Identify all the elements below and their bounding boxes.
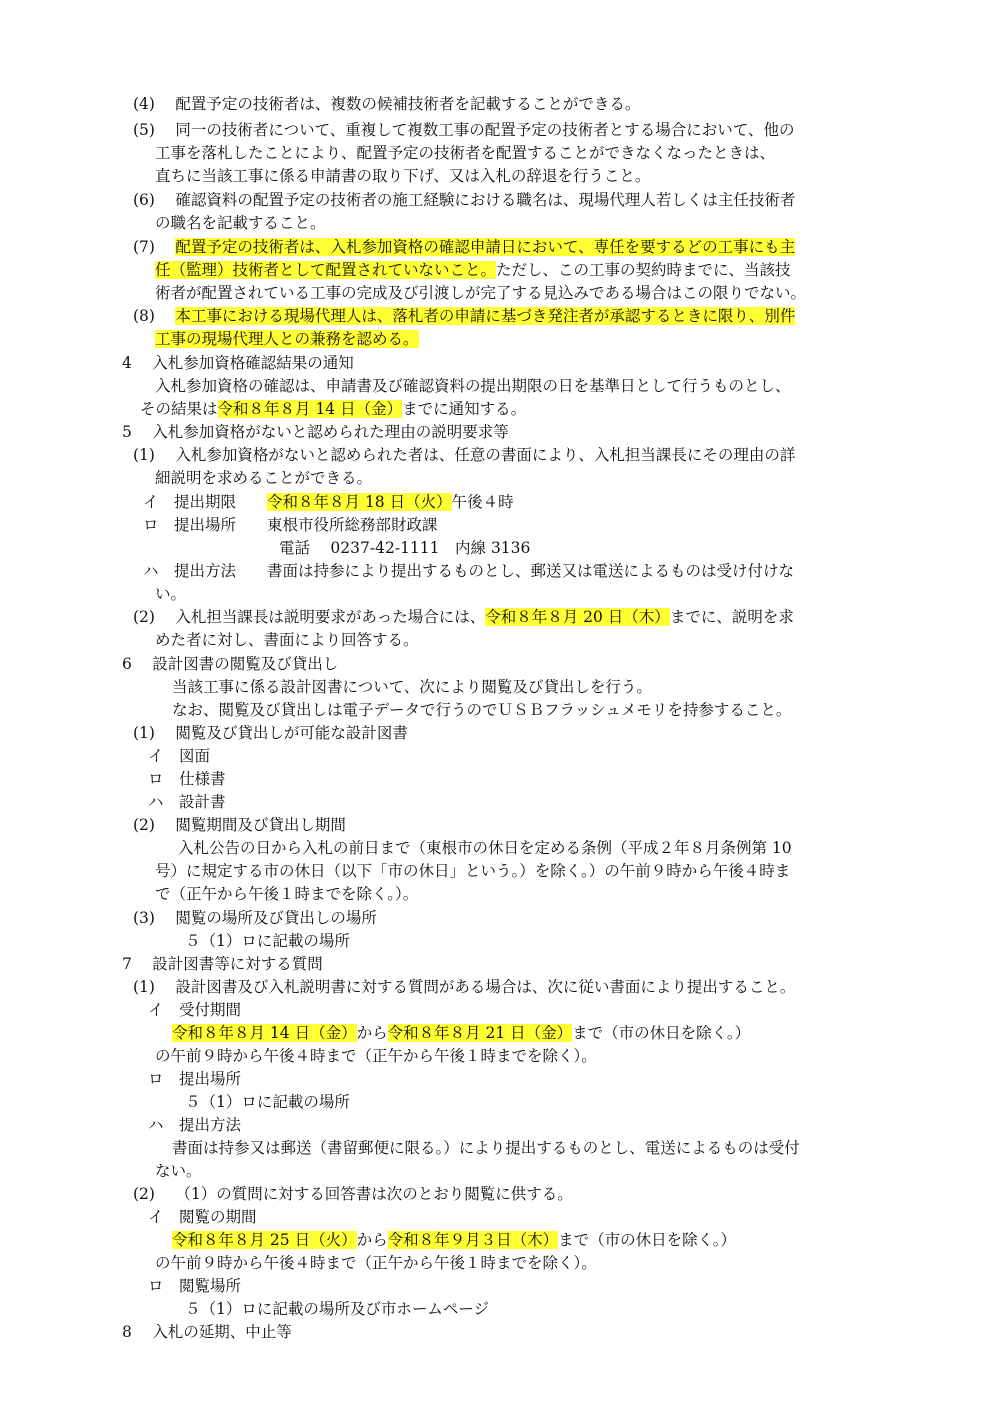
text-segment: (7) bbox=[133, 238, 176, 256]
text-segment: 5 入札参加資格がないと認められた理由の説明要求等 bbox=[122, 423, 509, 441]
text-segment: ロ 提出場所 bbox=[148, 1070, 242, 1088]
text-segment: までに通知する。 bbox=[402, 400, 527, 418]
text-segment: 午後４時 bbox=[451, 493, 514, 511]
text-segment: ただし、この工事の契約時までに、当該技 bbox=[496, 261, 791, 279]
text-line bbox=[155, 212, 326, 234]
text-line bbox=[133, 189, 795, 211]
highlighted-text: 令和８年８月 21 日（金） bbox=[387, 1024, 573, 1042]
highlighted-text: 配置予定の技術者は、入札参加資格の確認申請日において、専任を要するどの工事にも主 bbox=[175, 238, 796, 256]
text-segment: (1) 入札参加資格がないと認められた者は、任意の書面により、入札担当課長にその理由の詳 bbox=[133, 446, 796, 464]
highlighted-text: 令和８年８月 14 日（金） bbox=[172, 1024, 357, 1042]
text-segment: 当該工事に係る設計図書について、次により閲覧及び貸出しを行う。 bbox=[172, 678, 652, 696]
text-line bbox=[185, 1091, 350, 1113]
text-line bbox=[172, 1229, 736, 1251]
text-line bbox=[122, 421, 509, 443]
text-segment: ５（1）ロに記載の場所及び市ホームページ bbox=[185, 1300, 490, 1318]
text-segment: 入札公告の日から入札の前日まで（東根市の休日を定める条例（平成２年８月条例第 10 bbox=[178, 839, 792, 857]
text-line bbox=[133, 444, 795, 466]
text-line bbox=[155, 860, 790, 882]
text-segment: ハ 設計書 bbox=[148, 793, 226, 811]
text-segment: 直ちに当該工事に係る申請書の取り下げ、又は入札の辞退を行うこと。 bbox=[155, 167, 651, 185]
text-segment: (1) 設計図書及び入札説明書に対する質問がある場合は、次に従い書面により提出すること。 bbox=[133, 978, 796, 996]
text-segment: の午前９時から午後４時まで（正午から午後１時までを除く）。 bbox=[155, 1254, 597, 1272]
highlighted-text: 令和８年８月 20 日（木） bbox=[485, 608, 670, 626]
text-segment: ロ 提出場所 東根市役所総務部財政課 bbox=[143, 516, 438, 534]
text-line bbox=[133, 976, 795, 998]
text-line bbox=[155, 165, 650, 187]
text-line bbox=[122, 352, 354, 374]
highlighted-text: 任（監理）技術者として配置されていないこと。 bbox=[155, 261, 497, 279]
text-segment: から bbox=[356, 1231, 388, 1249]
text-segment: の午前９時から午後４時まで（正午から午後１時までを除く）。 bbox=[155, 1047, 597, 1065]
text-line bbox=[155, 883, 418, 905]
text-line bbox=[122, 1321, 292, 1343]
text-line bbox=[172, 1022, 750, 1044]
highlighted-text: 工事の現場代理人との兼務を認める。 bbox=[155, 330, 419, 348]
text-segment: めた者に対し、書面により回答する。 bbox=[155, 631, 419, 649]
text-line bbox=[133, 236, 795, 258]
text-segment: (1) 閲覧及び貸出しが可能な設計図書 bbox=[133, 724, 408, 742]
text-line bbox=[133, 606, 794, 628]
text-line bbox=[185, 930, 350, 952]
text-line bbox=[122, 653, 338, 675]
text-line bbox=[155, 282, 806, 304]
text-segment: から bbox=[356, 1024, 388, 1042]
text-segment: イ 受付期間 bbox=[148, 1001, 242, 1019]
text-line bbox=[279, 537, 530, 559]
text-line bbox=[155, 259, 791, 281]
highlighted-text: 令和８年８月 18 日（火） bbox=[267, 493, 452, 511]
text-segment: い。 bbox=[155, 585, 187, 603]
text-line bbox=[172, 1137, 800, 1159]
text-segment: イ 閲覧の期間 bbox=[148, 1208, 257, 1226]
text-segment: 細説明を求めることができる。 bbox=[155, 469, 373, 487]
text-segment: ハ 提出方法 bbox=[148, 1116, 242, 1134]
text-line bbox=[178, 837, 792, 859]
text-segment: 6 設計図書の閲覧及び貸出し bbox=[122, 655, 339, 673]
text-line bbox=[148, 1068, 241, 1090]
text-line bbox=[148, 999, 241, 1021]
text-line bbox=[155, 467, 372, 489]
text-segment: 号）に規定する市の休日（以下「市の休日」という。）を除く。）の午前９時から午後４時ま bbox=[155, 862, 791, 880]
text-segment: (4) 配置予定の技術者は、複数の候補技術者を記載することができる。 bbox=[133, 95, 641, 113]
highlighted-text: 令和８年８月 25 日（火） bbox=[172, 1231, 357, 1249]
text-line bbox=[185, 1298, 489, 1320]
text-segment: ５（1）ロに記載の場所 bbox=[185, 1093, 350, 1111]
text-line bbox=[140, 398, 526, 420]
text-line bbox=[155, 1160, 202, 1182]
text-segment: (8) bbox=[133, 307, 176, 325]
text-line bbox=[133, 722, 408, 744]
text-segment: 電話 0237-42-1111 内線 3136 bbox=[279, 539, 531, 557]
text-line bbox=[133, 1183, 573, 1205]
text-line bbox=[143, 560, 794, 582]
text-line bbox=[148, 1114, 241, 1136]
text-line bbox=[155, 375, 791, 397]
text-line bbox=[155, 142, 775, 164]
text-segment: ５（1）ロに記載の場所 bbox=[185, 932, 350, 950]
text-segment: の職名を記載すること。 bbox=[155, 214, 326, 232]
text-segment: (5) 同一の技術者について、重複して複数工事の配置予定の技術者とする場合において、他の bbox=[133, 121, 795, 139]
text-segment: イ 図面 bbox=[148, 747, 211, 765]
text-segment: 4 入札参加資格確認結果の通知 bbox=[122, 354, 354, 372]
text-segment: 8 入札の延期、中止等 bbox=[122, 1323, 292, 1341]
text-segment: (2) （1）の質問に対する回答書は次のとおり閲覧に供する。 bbox=[133, 1185, 573, 1203]
text-line bbox=[133, 119, 794, 141]
highlighted-text: 令和８年９月３日（木） bbox=[387, 1231, 559, 1249]
text-segment: で（正午から午後１時までを除く。）。 bbox=[155, 885, 419, 903]
text-line bbox=[143, 514, 438, 536]
text-segment: 術者が配置されている工事の完成及び引渡しが完了する見込みである場合はこの限りでない。 bbox=[155, 284, 807, 302]
text-line bbox=[155, 1045, 597, 1067]
text-line bbox=[155, 1252, 597, 1274]
text-segment: イ 提出期限 bbox=[143, 493, 268, 511]
text-segment: ハ 提出方法 書面は持参により提出するものとし、郵送又は電送によるものは受け付けな bbox=[143, 562, 795, 580]
text-segment: まで（市の休日を除く。） bbox=[558, 1231, 737, 1249]
text-segment: ロ 仕様書 bbox=[148, 770, 226, 788]
text-line bbox=[148, 1275, 241, 1297]
text-segment: (6) 確認資料の配置予定の技術者の施工経験における職名は、現場代理人若しくは主任技術者 bbox=[133, 191, 796, 209]
text-line bbox=[155, 328, 419, 350]
text-line bbox=[155, 629, 419, 651]
text-line bbox=[133, 93, 640, 115]
text-segment: その結果は bbox=[140, 400, 218, 418]
text-line bbox=[148, 768, 226, 790]
text-line bbox=[148, 791, 226, 813]
text-line bbox=[133, 305, 795, 327]
highlighted-text: 本工事における現場代理人は、落札者の申請に基づき発注者が承認するときに限り、別件 bbox=[175, 307, 796, 325]
text-line bbox=[148, 1206, 257, 1228]
text-line bbox=[133, 814, 346, 836]
text-line bbox=[143, 491, 514, 513]
text-segment: まで（市の休日を除く。） bbox=[572, 1024, 751, 1042]
text-segment: なお、閲覧及び貸出しは電子データで行うのでＵＳＢフラッシュメモリを持参すること。 bbox=[172, 701, 792, 719]
text-segment: (2) 入札担当課長は説明要求があった場合には、 bbox=[133, 608, 486, 626]
text-segment: 工事を落札したことにより、配置予定の技術者を配置することができなくなったときは、 bbox=[155, 144, 776, 162]
text-line bbox=[172, 676, 652, 698]
text-line bbox=[172, 699, 791, 721]
text-segment: (2) 閲覧期間及び貸出し期間 bbox=[133, 816, 346, 834]
text-segment: 書面は持参又は郵送（書留郵便に限る。）により提出するものとし、電送によるものは受付 bbox=[172, 1139, 800, 1157]
text-line bbox=[133, 907, 377, 929]
text-segment: (3) 閲覧の場所及び貸出しの場所 bbox=[133, 909, 377, 927]
text-segment: ロ 閲覧場所 bbox=[148, 1277, 242, 1295]
text-line bbox=[148, 745, 210, 767]
text-line bbox=[122, 953, 323, 975]
text-segment: ない。 bbox=[155, 1162, 202, 1180]
text-segment: 入札参加資格の確認は、申請書及び確認資料の提出期限の日を基準日として行うものとし、 bbox=[155, 377, 791, 395]
text-line bbox=[155, 583, 186, 605]
highlighted-text: 令和８年８月 14 日（金） bbox=[217, 400, 403, 418]
text-segment: までに、説明を求 bbox=[669, 608, 794, 626]
text-segment: 7 設計図書等に対する質問 bbox=[122, 955, 323, 973]
